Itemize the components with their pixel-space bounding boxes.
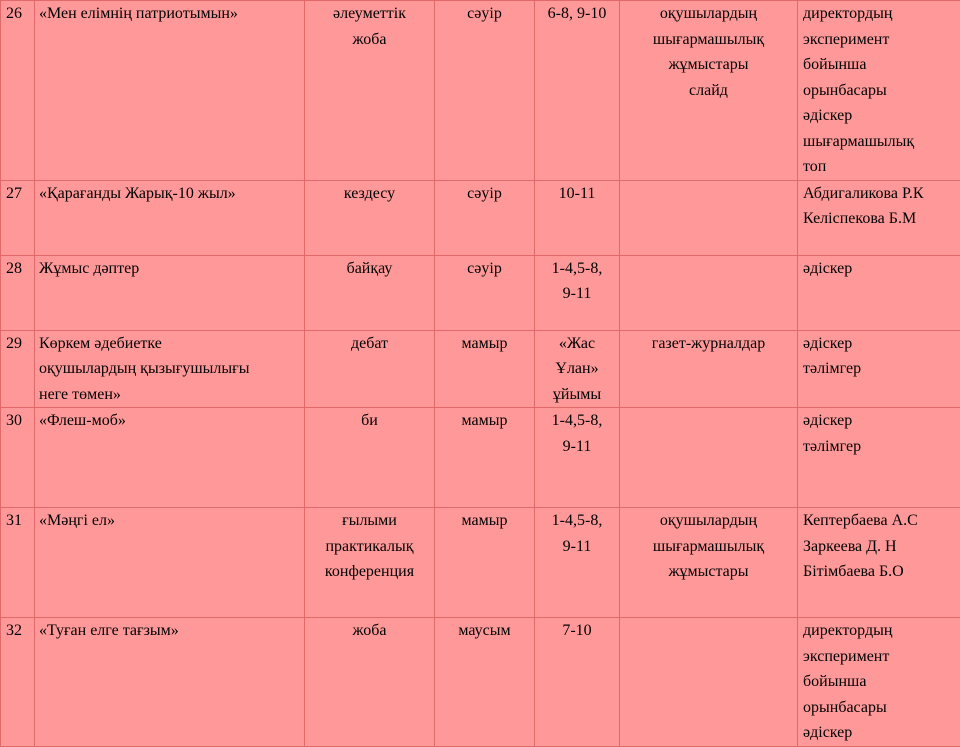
cell-text-line: «Қарағанды Жарық-10 жыл» <box>39 181 302 207</box>
table-row <box>1 1 960 181</box>
cell-text-line: директордың <box>803 1 958 27</box>
cell-text-line: «Жас <box>537 331 617 357</box>
cell-text-line: орынбасары <box>803 695 958 721</box>
month-cell <box>435 180 535 255</box>
cell-text-line: ғылыми <box>307 508 432 534</box>
grades-cell <box>535 180 620 255</box>
cell-text-line: оқушылардың қызығушылығы <box>39 356 302 382</box>
cell-text-line: тәлімгер <box>803 434 958 460</box>
cell-text-line: мамыр <box>437 331 532 357</box>
responsible-cell <box>798 1 960 181</box>
cell-text-line: практикалық <box>307 534 432 560</box>
cell-text-line: маусым <box>437 618 532 644</box>
month-cell <box>435 1 535 181</box>
event-form-cell <box>305 180 435 255</box>
event-name-cell <box>35 1 305 181</box>
cell-text-line: 9-11 <box>537 281 617 307</box>
cell-text-line: әдіскер <box>803 256 958 282</box>
cell-text-line: әлеуметтік <box>307 1 432 27</box>
row-number-cell: 28 <box>1 255 35 330</box>
table-row <box>1 508 960 618</box>
materials-cell <box>620 508 798 618</box>
cell-text-line: Көркем әдебиетке <box>39 331 302 357</box>
row-number-cell: 31 <box>1 508 35 618</box>
cell-text-line: газет-журналдар <box>622 331 795 357</box>
responsible-cell <box>798 508 960 618</box>
cell-text-line: Келіспекова Б.М <box>803 206 958 232</box>
row-number-cell: 32 <box>1 618 35 747</box>
cell-text-line: оқушылардың <box>622 1 795 27</box>
cell-text-line: Кептербаева А.С <box>803 508 958 534</box>
cell-text-line: ұйымы <box>537 382 617 408</box>
table-body <box>1 1 960 747</box>
cell-text-line: сәуір <box>437 181 532 207</box>
cell-text-line: 1-4,5-8, <box>537 256 617 282</box>
cell-text-line: кездесу <box>307 181 432 207</box>
event-form-cell <box>305 330 435 408</box>
event-form-cell <box>305 1 435 181</box>
cell-text-line: 1-4,5-8, <box>537 508 617 534</box>
cell-text-line: жоба <box>307 27 432 53</box>
cell-text-line: тәлімгер <box>803 356 958 382</box>
cell-text-line: Ұлан» <box>537 356 617 382</box>
materials-cell <box>620 180 798 255</box>
event-name-cell <box>35 408 305 508</box>
grades-cell <box>535 508 620 618</box>
table-row <box>1 408 960 508</box>
cell-text-line: мамыр <box>437 408 532 434</box>
cell-text-line: топ <box>803 154 958 180</box>
cell-text-line: жұмыстары <box>622 52 795 78</box>
month-cell <box>435 330 535 408</box>
cell-text-line: шығармашылық <box>622 534 795 560</box>
event-form-cell <box>305 508 435 618</box>
cell-text-line: шығармашылық <box>622 27 795 53</box>
cell-text-line: Абдигаликова Р.К <box>803 181 958 207</box>
event-name-cell <box>35 180 305 255</box>
cell-text-line: 1-4,5-8, <box>537 408 617 434</box>
cell-text-line: 7-10 <box>537 618 617 644</box>
event-form-cell <box>305 255 435 330</box>
event-name-cell <box>35 508 305 618</box>
grades-cell <box>535 1 620 181</box>
event-form-cell <box>305 618 435 747</box>
cell-text-line: Заркеева Д. Н <box>803 534 958 560</box>
month-cell <box>435 508 535 618</box>
materials-cell <box>620 1 798 181</box>
row-number-cell: 27 <box>1 180 35 255</box>
table-row <box>1 180 960 255</box>
cell-text-line: дебат <box>307 331 432 357</box>
cell-text-line: эксперимент <box>803 27 958 53</box>
cell-text-line: 6-8, 9-10 <box>537 1 617 27</box>
grades-cell <box>535 618 620 747</box>
responsible-cell <box>798 180 960 255</box>
cell-text-line: 9-11 <box>537 434 617 460</box>
cell-text-line: Жұмыс дәптер <box>39 256 302 282</box>
cell-text-line: байқау <box>307 256 432 282</box>
cell-text-line: 9-11 <box>537 534 617 560</box>
cell-text-line: сәуір <box>437 256 532 282</box>
table-row <box>1 255 960 330</box>
cell-text-line: жұмыстары <box>622 559 795 585</box>
cell-text-line: би <box>307 408 432 434</box>
materials-cell <box>620 408 798 508</box>
cell-text-line: әдіскер <box>803 720 958 746</box>
cell-text-line: конференция <box>307 559 432 585</box>
cell-text-line: бойынша <box>803 52 958 78</box>
month-cell <box>435 618 535 747</box>
cell-text-line: сәуір <box>437 1 532 27</box>
grades-cell <box>535 255 620 330</box>
grades-cell <box>535 330 620 408</box>
materials-cell <box>620 330 798 408</box>
cell-text-line: әдіскер <box>803 408 958 434</box>
cell-text-line: әдіскер <box>803 103 958 129</box>
grades-cell <box>535 408 620 508</box>
cell-text-line: «Флеш-моб» <box>39 408 302 434</box>
cell-text-line: бойынша <box>803 669 958 695</box>
event-name-cell <box>35 255 305 330</box>
cell-text-line: «Мәңгі ел» <box>39 508 302 534</box>
row-number-cell: 26 <box>1 1 35 181</box>
materials-cell <box>620 618 798 747</box>
cell-text-line: директордың <box>803 618 958 644</box>
event-name-cell <box>35 330 305 408</box>
cell-text-line: орынбасары <box>803 78 958 104</box>
cell-text-line: Бітімбаева Б.О <box>803 559 958 585</box>
cell-text-line: 10-11 <box>537 181 617 207</box>
responsible-cell <box>798 330 960 408</box>
responsible-cell <box>798 408 960 508</box>
cell-text-line: шығармашылық <box>803 129 958 155</box>
table-row <box>1 618 960 747</box>
cell-text-line: «Туған елге тағзым» <box>39 618 302 644</box>
materials-cell <box>620 255 798 330</box>
month-cell <box>435 408 535 508</box>
cell-text-line: слайд <box>622 78 795 104</box>
cell-text-line: эксперимент <box>803 644 958 670</box>
cell-text-line: әдіскер <box>803 331 958 357</box>
cell-text-line: оқушылардың <box>622 508 795 534</box>
cell-text-line: неге төмен» <box>39 382 302 408</box>
row-number-cell: 30 <box>1 408 35 508</box>
responsible-cell <box>798 618 960 747</box>
responsible-cell <box>798 255 960 330</box>
cell-text-line: мамыр <box>437 508 532 534</box>
cell-text-line: жоба <box>307 618 432 644</box>
row-number-cell: 29 <box>1 330 35 408</box>
event-form-cell <box>305 408 435 508</box>
month-cell <box>435 255 535 330</box>
event-name-cell <box>35 618 305 747</box>
cell-text-line: «Мен елімнің патриотымын» <box>39 1 302 27</box>
table-row <box>1 330 960 408</box>
